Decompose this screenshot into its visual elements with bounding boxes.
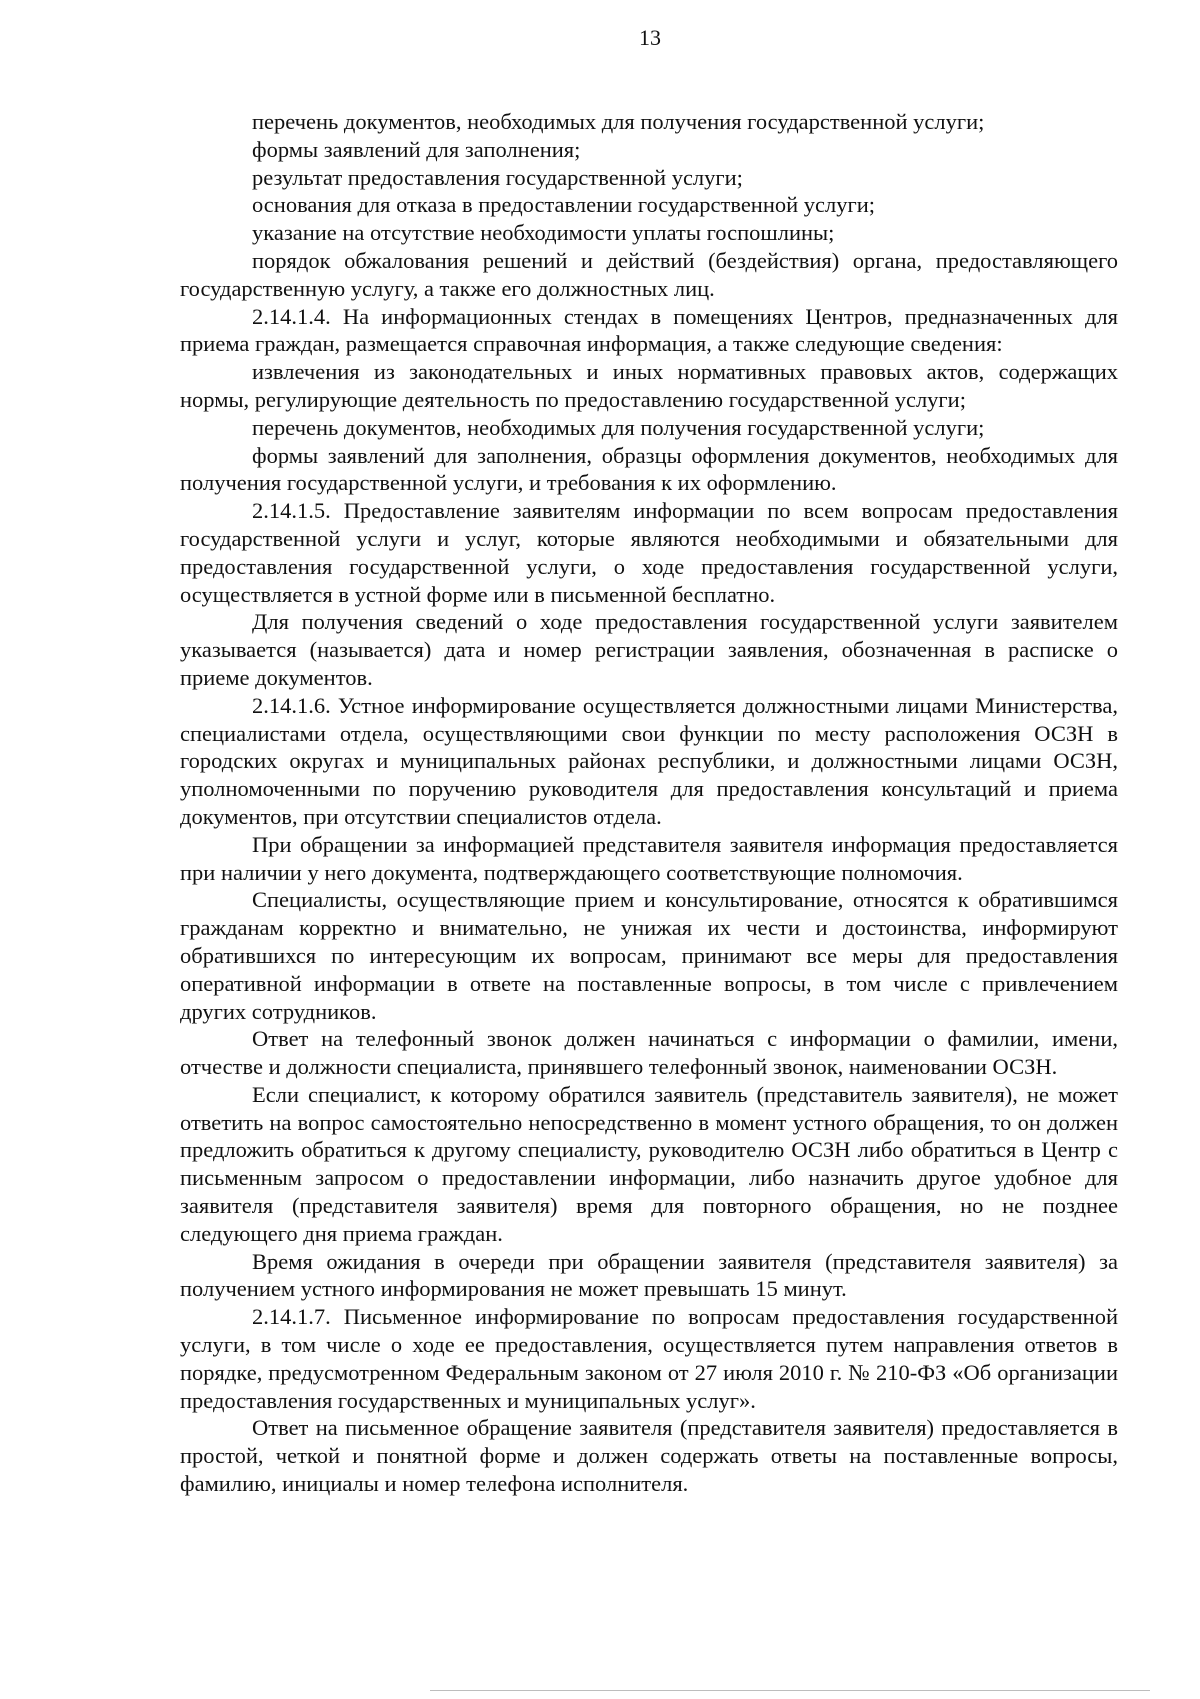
paragraph: Ответ на телефонный звонок должен начинаться с информации о фамилии, имени, отчестве и должности специалиста, принявшего телефонный звонок, наименовании ОСЗН.: [180, 1026, 1118, 1080]
paragraph: Время ожидания в очереди при обращении заявителя (представителя заявителя) за получением устного информирования не может превышать 15 минут.: [180, 1248, 1118, 1302]
paragraph: 2.14.1.4. На информационных стендах в помещениях Центров, предназначенных для приема граждан, размещается справочная информация, а также следующие сведения:: [180, 303, 1118, 357]
paragraph: 2.14.1.7. Письменное информирование по вопросам предоставления государственной услуги, в том числе о ходе ее предоставления, осуществляется путем направления ответов в порядке, предусмотренном Федеральным законом от 27 июля 2010 г. № 210-ФЗ «Об организации предоставления государственных и муниципальных услуг».: [180, 1304, 1118, 1413]
paragraph: перечень документов, необходимых для получения государственной услуги;: [252, 109, 985, 134]
paragraph: 2.14.1.5. Предоставление заявителям информации по всем вопросам предоставления государственной услуги и услуг, которые являются необходимыми и обязательными для предоставления государственной услуги, о ходе предоставления государственной услуги, осуществляется в устной форме или в письменной бесплатно.: [180, 498, 1118, 607]
paragraph: Ответ на письменное обращение заявителя (представителя заявителя) предоставляется в простой, четкой и понятной форме и должен содержать ответы на поставленные вопросы, фамилию, инициалы и номер телефона исполнителя.: [180, 1415, 1118, 1497]
paragraph: формы заявлений для заполнения;: [252, 136, 581, 162]
page-number: 13: [639, 25, 661, 50]
paragraph: порядок обжалования решений и действий (бездействия) органа, предоставляющего государственную услугу, а также его должностных лиц.: [180, 247, 1118, 301]
paragraph: основания для отказа в предоставлении государственной услуги;: [252, 192, 876, 218]
paragraph: При обращении за информацией представителя заявителя информация предоставляется при наличии у него документа, подтверждающего соответствующие полномочия.: [180, 831, 1118, 885]
paragraph: перечень документов, необходимых для получения государственной услуги;: [252, 414, 985, 440]
paragraph: 2.14.1.6. Устное информирование осуществляется должностными лицами Министерства, специалистами отдела, осуществляющими свои функции по месту расположения ОСЗН в городских округах и муниципальных районах республики, и должностными лицами ОСЗН, уполномоченными по поручению руководителя для предоставления консультаций и приема документов, при отсутствии специалистов отдела.: [180, 692, 1118, 829]
paragraph: Специалисты, осуществляющие прием и консультирование, относятся к обратившимся гражданам корректно и внимательно, не унижая их чести и достоинства, информируют обратившихся по интересующим их вопросам, принимают все меры для предоставления оперативной информации в ответе на поставленные вопросы, в том числе с привлечением других сотрудников.: [180, 887, 1118, 1024]
paragraph: указание на отсутствие необходимости уплаты госпошлины;: [252, 220, 835, 246]
document-body: [180, 108, 1118, 1498]
scan-edge-line: [430, 1690, 1150, 1691]
paragraph: Для получения сведений о ходе предоставления государственной услуги заявителем указывается (называется) дата и номер регистрации заявления, обозначенная в расписке о приеме документов.: [180, 609, 1118, 690]
paragraph: формы заявлений для заполнения, образцы оформления документов, необходимых для получения государственной услуги, и требования к их оформлению.: [180, 442, 1118, 496]
paragraph: Если специалист, к которому обратился заявитель (представитель заявителя), не может ответить на вопрос самостоятельно непосредственно в момент устного обращения, то он должен предложить обратиться к другому специалисту, руководителю ОСЗН либо обратиться в Центр с письменным запросом о предоставлении информации, либо назначить другое удобное для заявителя (представителя заявителя) время для повторного обращения, но не позднее следующего дня приема граждан.: [180, 1081, 1118, 1246]
paragraph: результат предоставления государственной услуги;: [252, 164, 743, 190]
paragraph: извлечения из законодательных и иных нормативных правовых актов, содержащих нормы, регулирующие деятельность по предоставлению государственной услуги;: [180, 359, 1118, 412]
